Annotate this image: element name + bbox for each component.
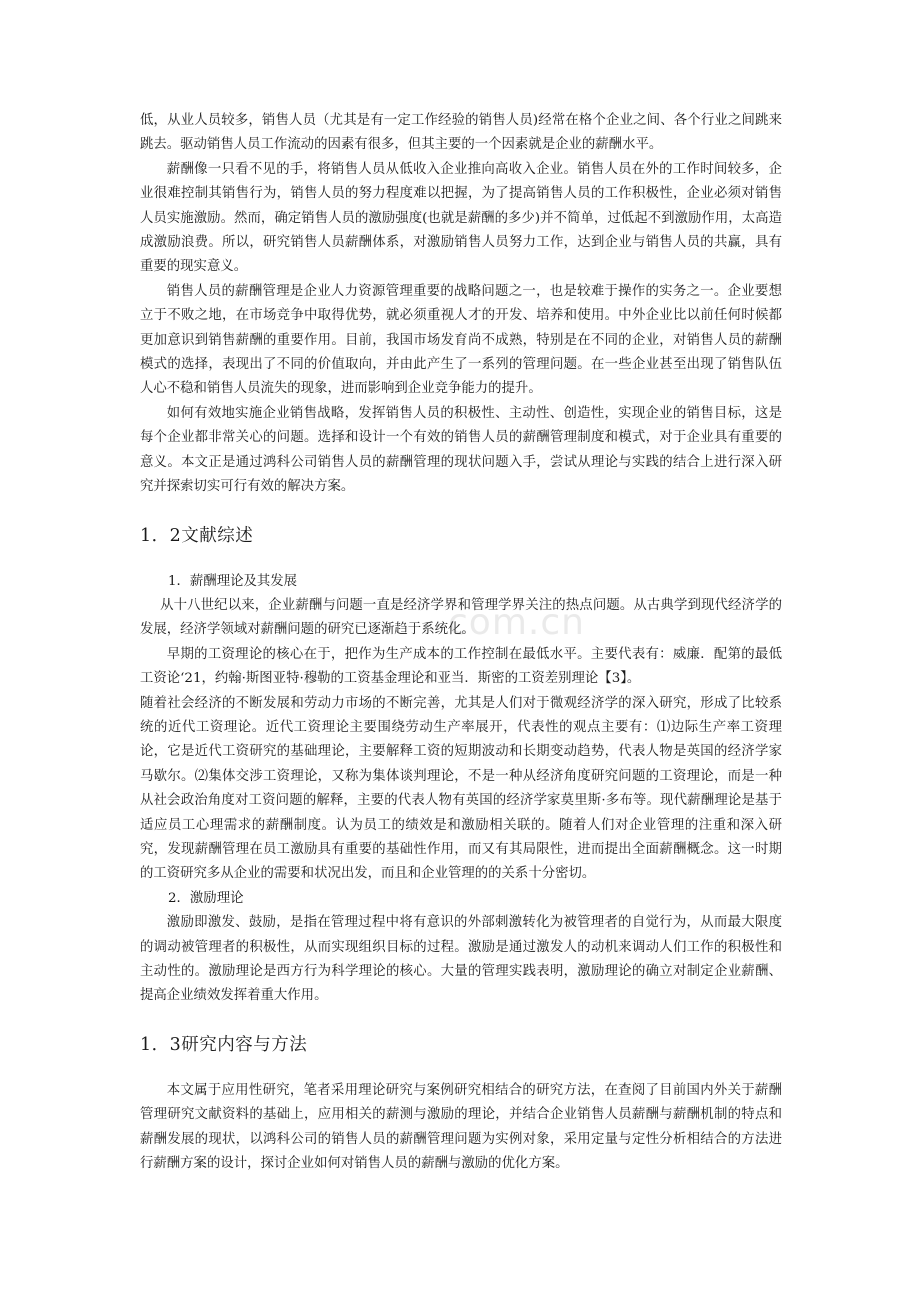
section-heading-literature-review: 1．2文献综述: [140, 525, 254, 546]
paragraph-motivation-theory: 激励即激发、鼓励，是指在管理过程中将有意识的外部刺激转化为被管理者的自觉行为，从而最大限度的调动被管理者的积极性，从而实现组织目标的过程。激励是通过激发人的动机来调动人们工作的积极性和主动性的。激励理论是西方行为科学理论的核心。大量的管理实践表明，激励理论的确立对制定企业薪酬、提高企业绩效发挥着重大作用。: [140, 915, 782, 1004]
paragraph-salary-invisible-hand: 薪酬像一只看不见的手，将销售人员从低收入企业推向高收入企业。销售人员在外的工作时间较多，企业很难控制其销售行为，销售人员的努力程度难以把握，为了提高销售人员的工作积极性，企业必须对销售人员实施激励。然而，确定销售人员的激励强度(也就是薪酬的多少)并不简单，过低起不到激励作用，太高造成激励浪费。所以，研究销售人员薪酬体系，对激励销售人员努力工作，达到企业与销售人员的共赢，具有重要的现实意义。: [140, 161, 782, 275]
subsection-title-motivation-theory: 2．激励理论: [168, 890, 244, 906]
watermark-text: com.cn: [448, 602, 585, 643]
paragraph-modern-wage-theory: 随着社会经济的不断发展和劳动力市场的不断完善，尤其是人们对于微观经济学的深入研究，形成了比较系统的近代工资理论。近代工资理论主要围绕劳动生产率展开，代表性的观点主要有：⑴边际生产率工资理论，它是近代工资研究的基础理论，主要解释工资的短期波动和长期变动趋势，代表人物是英国的经济学家马歇尔。⑵集体交涉工资理论，又称为集体谈判理论，不是一种从经济角度研究问题的工资理论，而是一种从社会政治角度对工资问题的解释，主要的代表人物有英国的经济学家莫里斯·多布等。现代薪酬理论是基于适应员工心理需求的薪酬制度。认为员工的绩效是和激励相关联的。随着人们对企业管理的注重和深入研究，发现薪酬管理在员工激励具有重要的基础性作用，而又有其局限性，进而提出全面薪酬概念。这一时期的工资研究多从企业的需要和状况出发，而且和企业管理的的关系十分密切。: [140, 695, 782, 882]
section-heading-research-content: 1．3研究内容与方法: [140, 1034, 308, 1055]
document-body: [140, 109, 782, 1176]
paragraph-salary-management-strategy: 销售人员的薪酬管理是企业人力资源管理重要的战略问题之一，也是较难于操作的实务之一。企业要想立于不败之地，在市场竞争中取得优势，就必须重视人才的开发、培养和使用。中外企业比以前任何时候都更加意识到销售薪酬的重要作用。目前，我国市场发育尚不成熟，特别是在不同的企业，对销售人员的薪酬模式的选择，表现出了不同的价值取向，并由此产生了一系列的管理问题。在一些企业甚至出现了销售队伍人心不稳和销售人员流失的现象，进而影响到企业竞争能力的提升。: [140, 283, 782, 397]
paragraph-intro-continued: 低，从业人员较多，销售人员（尤其是有一定工作经验的销售人员)经常在格个企业之间、各个行业之间跳来跳去。驱动销售人员工作流动的因素有很多，但其主要的一个因素就是企业的薪酬水平。: [140, 113, 782, 153]
paragraph-salary-theory-history: 从十八世纪以来，企业薪酬与问题一直是经济学界和管理学界关注的热点问题。从古典学到现代经济学的发展，经济学领域对薪酬问题的研究已逐渐趋于系统化。: [140, 597, 782, 638]
paragraph-sales-strategy: 如何有效地实施企业销售战略，发挥销售人员的积极性、主动性、创造性，实现企业的销售目标，这是每个企业都非常关心的问题。选择和设计一个有效的销售人员的薪酬管理制度和模式，对于企业具有重要的意义。本文正是通过鸿科公司销售人员的薪酬管理的现状问题入手，尝试从理论与实践的结合上进行深入研究并探索切实可行有效的解决方案。: [140, 405, 782, 495]
paragraph-research-method: 本文属于应用性研究，笔者采用理论研究与案例研究相结合的研究方法，在查阅了目前国内外关于薪酬管理研究文献资料的基础上，应用相关的薪测与激励的理论，并结合企业销售人员薪酬与薪酬机制的特点和薪酬发展的现状，以鸿科公司的销售人员的薪酬管理问题为实例对象，采用定量与定性分析相结合的方法进行薪酬方案的设计，探讨企业如何对销售人员的薪酬与激励的优化方案。: [140, 1082, 782, 1172]
paragraph-early-wage-theory: 早期的工资理论的核心在于，把作为生产成本的工作控制在最低水平。主要代表有：威廉．配第的最低工资论‘21，约翰·斯图亚特·穆勒的工资基金理论和亚当．斯密的工资差别理论【3】。: [140, 646, 782, 687]
subsection-title-salary-theory: 1．薪酬理论及其发展: [168, 573, 298, 589]
